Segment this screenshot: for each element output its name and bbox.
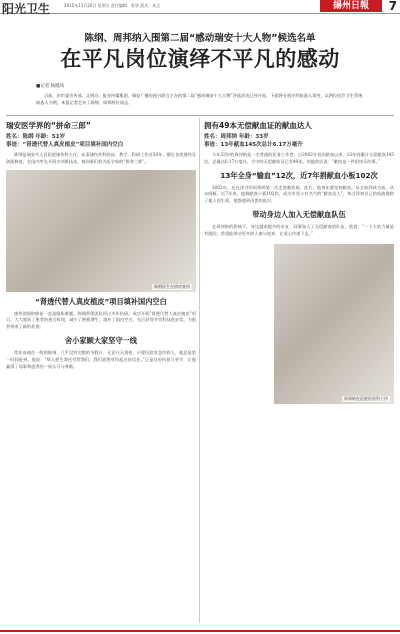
- article-subhead: 陈纲、周邦纳入围第二届“感动瑞安十大人物”候选名单: [84, 33, 316, 44]
- photo-caption: 陈纲医生在病房查房: [154, 283, 190, 289]
- section-heading: “肾透代替人真皮植皮”项目填补国内空白: [35, 296, 167, 306]
- body-text: 陈纲是瑞安市人民医院烧伤科主任，从事烧伤外科临床、教学、科研工作近30年，擅长各类烧伤及创面修复，在国内率先开展多项新技术，被同事们称为医学界的“拼命三郎”。: [6, 152, 196, 164]
- profile-deed-left: 事迹：“肾透代替人真皮植皮”项目填补国内空白: [6, 142, 124, 148]
- profile-title-left: 瑞安医学界的“拼命三郎”: [6, 121, 91, 130]
- column-divider: [199, 118, 200, 623]
- body-text: 烧伤创面的修复一直是临床难题。陈纲带领团队经过多年钻研，成功开展“肾透代替人真皮植皮”项目，大大缩短了患者的愈合时间，减少了疤痕增生，填补了国内空白，先后获得多项科技进步奖，为患者带来了新的希望。: [6, 310, 196, 330]
- body-text: 今年33岁的周邦纳是一名普通的医务工作者，自2002年首次献血以来，13年间累计无偿献血145次，总量达6.17万毫升，手中的无偿献血证已有49本，用他的话说：“献血是一件很快乐的事。”: [204, 152, 394, 164]
- profile-name-left: 姓名：陈纲 年龄：51岁: [6, 134, 66, 140]
- page-number: 7: [388, 0, 397, 13]
- profile-title-right: 拥有49本无偿献血证的献血达人: [204, 121, 312, 130]
- photo-doctor: [6, 170, 196, 292]
- section-heading: 舍小家顾大家坚守一线: [65, 335, 137, 345]
- body-text: 在周邦纳的影响下，身边越来越多的亲友、同事加入了无偿献血的队伍。他说：“一个人的力量是有限的，希望能带动更多的人参与进来，让爱心传递下去。”: [204, 223, 394, 236]
- photo-technician: [274, 244, 394, 404]
- left-column: [6, 120, 196, 370]
- profile-deed-right: 事迹：13年献血145次总计6.17万毫升: [204, 142, 303, 148]
- section-heading: 带动身边人加入无偿献血队伍: [252, 209, 346, 219]
- section-divider: [6, 115, 394, 116]
- newspaper-logo: 揚州日報: [320, 0, 382, 12]
- issue-meta: 2015年11月20日 星期五 责任编辑：张华 版式：朱正: [64, 3, 161, 8]
- footer-rule: [0, 630, 400, 632]
- article-byline: ■记者 杨晓凤: [36, 84, 65, 89]
- article-intro: 日前，由市委宣传部、文明办、报业传媒集团、瑞安广播电视台联合主办的第二届“感动瑞安十大人物”评选活动已经开始，下面将分别介绍候选人事迹，以两位医疗卫生系统候选人为例，本报记者走访了陈纲、周邦两位同志。: [36, 93, 363, 105]
- profile-name-right: 姓名：周邦纳 年龄：33岁: [204, 134, 269, 140]
- photo-caption: 周邦纳在医院检验科工作: [344, 395, 388, 401]
- article-headline: 在平凡岗位演绎不平凡的感动: [60, 47, 340, 71]
- right-column: [204, 120, 394, 404]
- body-text: 2002年，还在读书的周邦纳第一次走进献血屋。此后，他每年都坚持献血，从全血到成分血，从未间断。近7年来，他捐献血小板102次，成为市里小有名气的“献血达人”。每当得知自己的血液挽救了他人的生命，他都感到由衷的高兴。: [204, 184, 394, 204]
- section-title: 阳光卫生: [2, 2, 51, 16]
- body-text: 常年奋战在一线的陈纲，几乎没有完整的节假日。无论白天黑夜，只要医院有急诊病人，他总是第一时间赶到。他说：“病人把生命托付给我们，我们就要对得起这份信任。”正是这份执着与坚守，让他赢得了同事和患者的一致认可与尊敬。: [6, 349, 196, 369]
- page-header: [0, 0, 400, 14]
- section-heading: 13年全身“输血”12次，近7年捐献血小板102次: [220, 170, 378, 180]
